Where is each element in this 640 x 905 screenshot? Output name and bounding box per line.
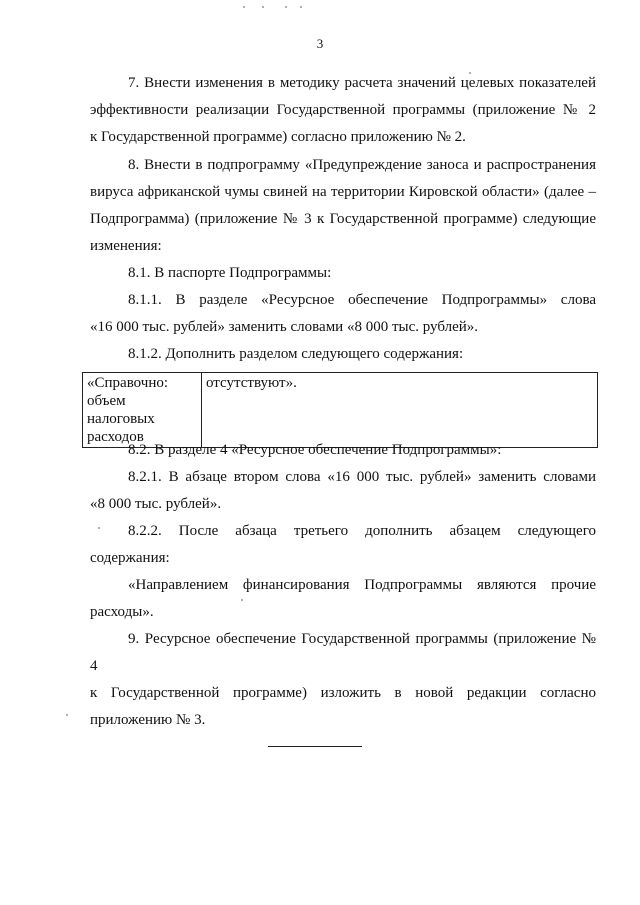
cell-line: «Справочно: bbox=[87, 375, 169, 391]
text-line: «16 000 тыс. рублей» заменить словами «8 000 тыс. рублей». bbox=[90, 319, 479, 335]
text-line: 8.1.2. Дополнить разделом следующего содержания: bbox=[128, 346, 464, 362]
text-line: содержания: bbox=[90, 550, 170, 566]
text-line: 8. Внести в подпрограмму «Предупреждение заноса и распространения bbox=[128, 157, 596, 173]
paragraph-8-1 bbox=[90, 260, 596, 287]
text-line: 9. Ресурсное обеспечение Государственной программы (приложение № 4 bbox=[90, 631, 596, 674]
text-line: 7. Внести изменения в методику расчета значений целевых показателей bbox=[128, 75, 596, 91]
scan-speck bbox=[300, 6, 302, 8]
text-line: 8.2. В разделе 4 «Ресурсное обеспечение Подпрограммы»: bbox=[128, 442, 502, 458]
text-line: «8 000 тыс. рублей». bbox=[90, 496, 222, 512]
text-line: расходы». bbox=[90, 604, 154, 620]
text-line: к Государственной программе) согласно приложению № 2. bbox=[90, 129, 466, 145]
text-line: изменения: bbox=[90, 238, 162, 254]
paragraph-8 bbox=[90, 152, 596, 260]
paragraph-8-1-2 bbox=[90, 341, 596, 368]
text-line: 8.1.1. В разделе «Ресурсное обеспечение Подпрограммы» слова bbox=[128, 292, 596, 308]
text-line: Подпрограмма) (приложение № 3 к Государственной программе) следующие bbox=[90, 211, 596, 227]
paragraph-8-2 bbox=[90, 437, 596, 464]
paragraph-8-2-1 bbox=[90, 464, 596, 518]
scan-speck bbox=[262, 6, 264, 8]
paragraph-9 bbox=[90, 626, 596, 734]
page-number: 3 bbox=[316, 36, 324, 51]
text-line: эффективности реализации Государственной программы (приложение № 2 bbox=[90, 102, 596, 118]
text-line: к Государственной программе) изложить в новой редакции согласно bbox=[90, 685, 596, 701]
scan-speck bbox=[66, 714, 68, 716]
text-line: приложению № 3. bbox=[90, 712, 206, 728]
quoted-paragraph bbox=[90, 572, 596, 626]
cell-line: объем налоговых bbox=[87, 393, 155, 427]
scan-speck bbox=[469, 72, 471, 74]
scan-speck bbox=[241, 599, 243, 601]
paragraph-7 bbox=[90, 70, 596, 151]
text-line: 8.2.2. После абзаца третьего дополнить абзацем следующего bbox=[128, 523, 596, 539]
scan-speck bbox=[285, 6, 287, 8]
table-cell-value: отсутствуют». bbox=[202, 373, 598, 448]
cell-line: расходов bbox=[87, 429, 144, 445]
scan-speck bbox=[98, 527, 100, 529]
text-line: 8.2.1. В абзаце втором слова «16 000 тыс. рублей» заменить словами bbox=[128, 469, 596, 485]
text-line: «Направлением финансирования Подпрограммы являются прочие bbox=[128, 577, 596, 593]
text-line: вируса африканской чумы свиней на территории Кировской области» (далее – bbox=[90, 184, 596, 200]
text-line: 8.1. В паспорте Подпрограммы: bbox=[128, 265, 332, 281]
paragraph-8-1-1 bbox=[90, 287, 596, 341]
closing-rule bbox=[268, 746, 362, 747]
paragraph-8-2-2 bbox=[90, 518, 596, 572]
scan-speck bbox=[243, 6, 245, 8]
